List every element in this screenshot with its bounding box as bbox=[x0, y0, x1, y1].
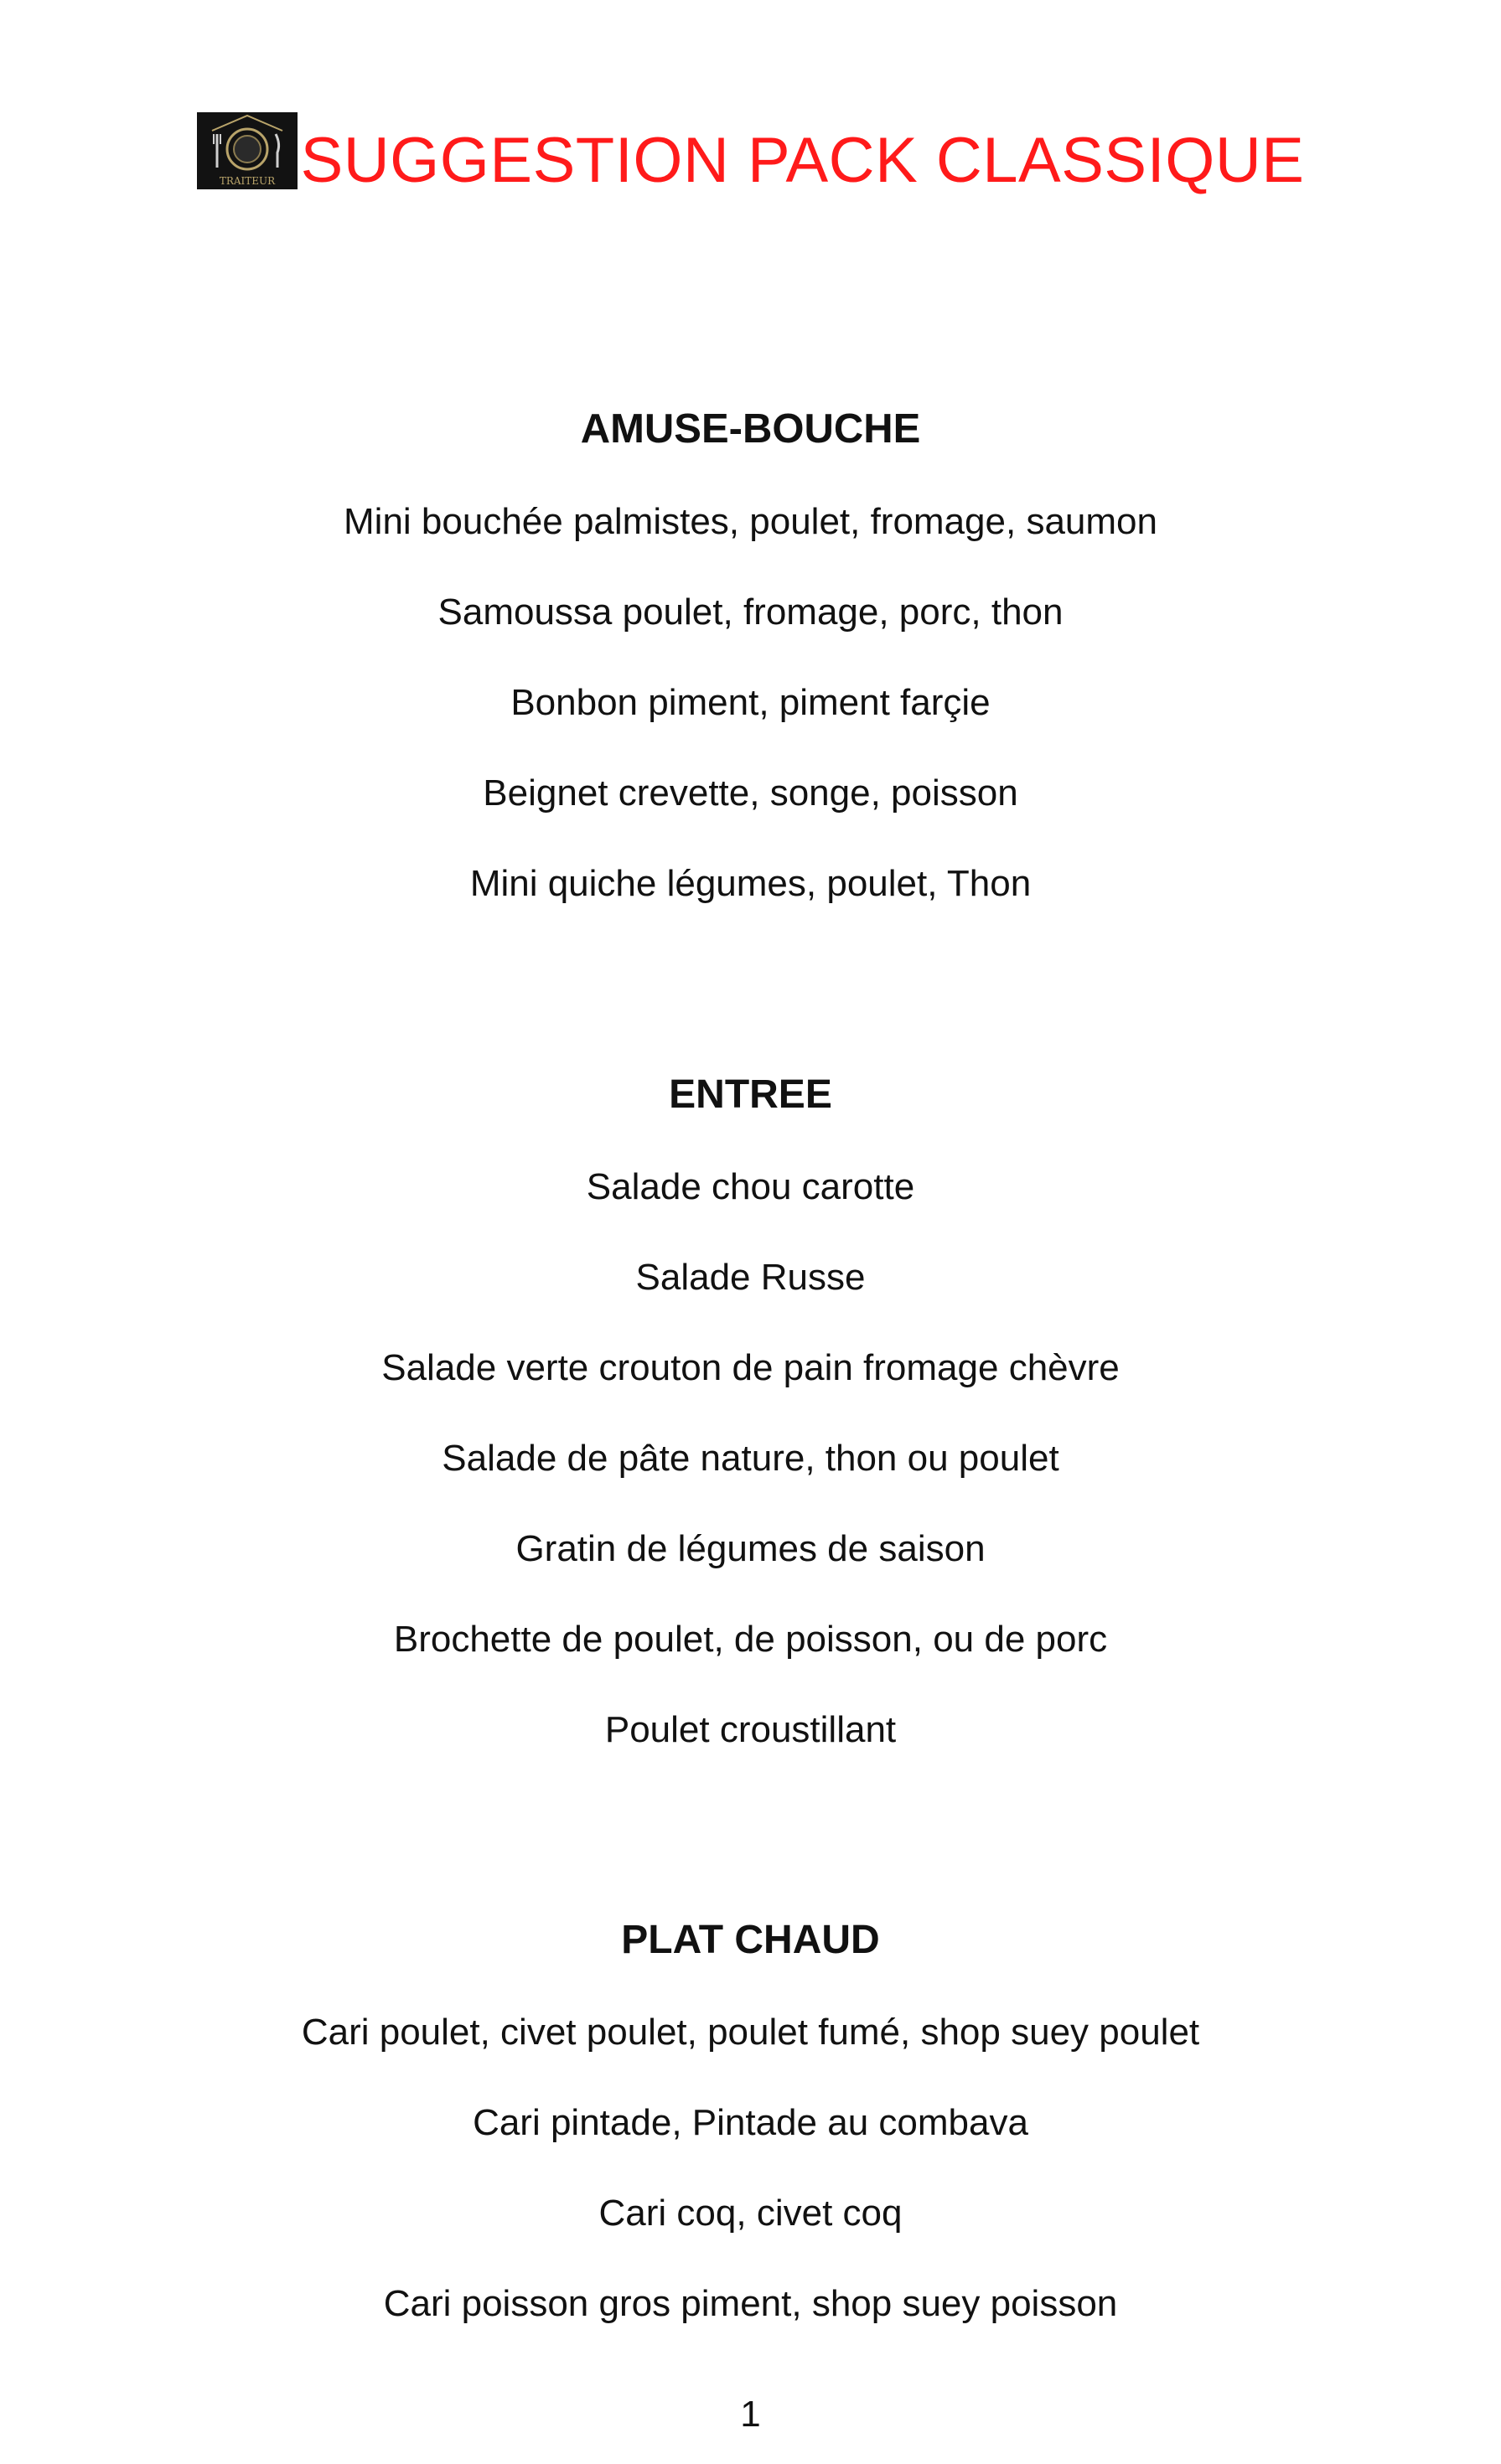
menu-item: Salade Russe bbox=[635, 1257, 866, 1298]
menu-item: Mini bouchée palmistes, poulet, fromage, saumon bbox=[344, 501, 1157, 542]
menu-list bbox=[0, 1166, 1501, 1750]
menu-item: Salade de pâte nature, thon ou poulet bbox=[442, 1438, 1059, 1479]
menu-item: Beignet crevette, songe, poisson bbox=[483, 772, 1018, 814]
section-entree bbox=[0, 1072, 1501, 1750]
menu-item: Salade chou carotte bbox=[586, 1166, 915, 1207]
section-heading: PLAT CHAUD bbox=[621, 1918, 880, 1962]
section-heading: AMUSE-BOUCHE bbox=[580, 406, 921, 452]
menu-list bbox=[0, 501, 1501, 904]
menu-item: Cari pintade, Pintade au combava bbox=[473, 2102, 1028, 2143]
menu-item: Cari coq, civet coq bbox=[598, 2193, 903, 2234]
page-number: 1 bbox=[740, 2394, 761, 2435]
section-amuse-bouche bbox=[0, 406, 1501, 904]
menu-item: Samoussa poulet, fromage, porc, thon bbox=[437, 591, 1064, 633]
menu-item: Salade verte crouton de pain fromage chèvre bbox=[381, 1347, 1120, 1388]
menu-item: Gratin de légumes de saison bbox=[515, 1528, 986, 1569]
menu-list bbox=[0, 2014, 1501, 2322]
menu-item: Brochette de poulet, de poisson, ou de porc bbox=[393, 1619, 1108, 1660]
svg-text:TRAITEUR: TRAITEUR bbox=[219, 175, 275, 187]
section-heading: ENTREE bbox=[669, 1072, 832, 1117]
page-title: SUGGESTION PACK CLASSIQUE bbox=[300, 125, 1305, 196]
menu-item: Cari poulet, civet poulet, poulet fumé, shop suey poulet bbox=[301, 2012, 1200, 2053]
title-row bbox=[0, 117, 1501, 196]
plate-cutlery-icon bbox=[197, 112, 298, 189]
menu-item: Cari poisson gros piment, shop suey poisson bbox=[383, 2283, 1118, 2324]
menu-item: Mini quiche légumes, poulet, Thon bbox=[469, 863, 1032, 904]
section-plat-chaud bbox=[0, 1920, 1501, 2322]
traiteur-logo bbox=[197, 112, 298, 189]
menu-item: Bonbon piment, piment farçie bbox=[510, 682, 991, 723]
menu-item: Poulet croustillant bbox=[604, 1709, 897, 1750]
